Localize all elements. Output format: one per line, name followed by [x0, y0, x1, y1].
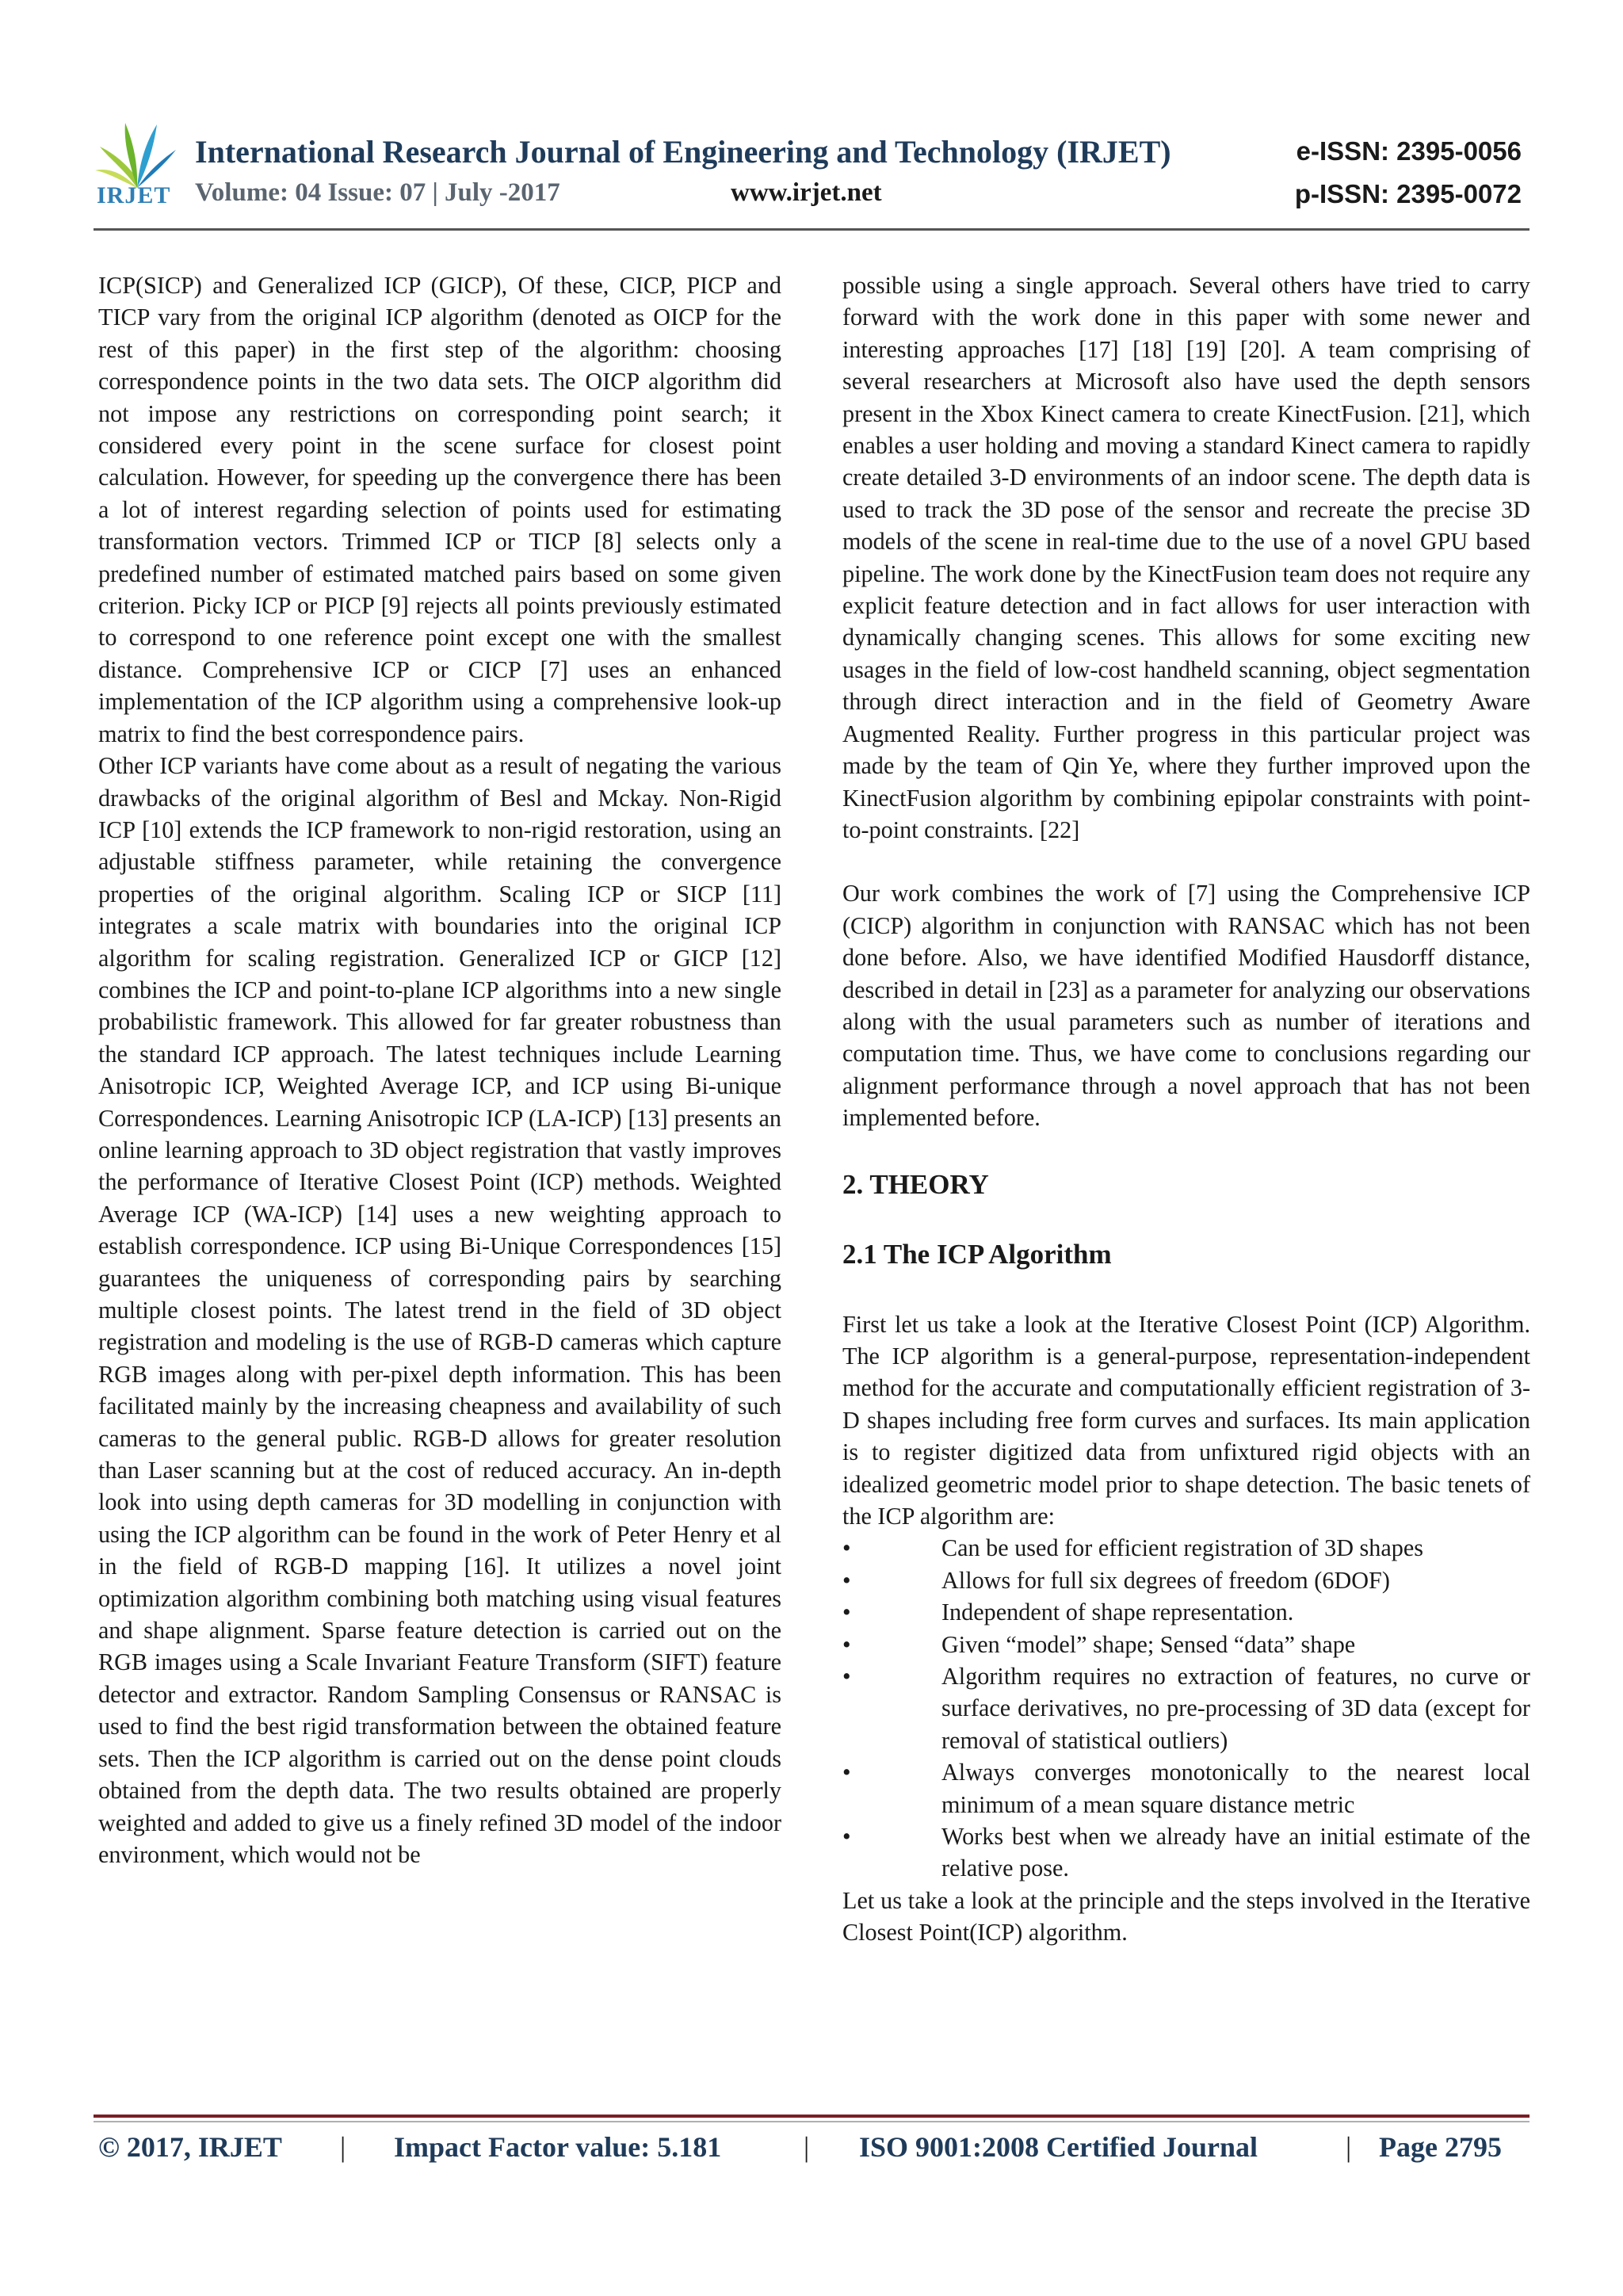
paragraph-spacer: [842, 846, 1530, 877]
footer-iso: ISO 9001:2008 Certified Journal: [859, 2131, 1258, 2163]
bullet-icon: •: [842, 1630, 851, 1658]
list-item: • Can be used for efficient registration of 3D shapes: [842, 1532, 1530, 1564]
list-item: • Always converges monotonically to the nearest local minimum of a mean square distance metric: [842, 1756, 1530, 1820]
footer-impact-factor: Impact Factor value: 5.181: [394, 2131, 722, 2163]
bullet-icon: •: [842, 1759, 851, 1786]
journal-website: www.irjet.net: [731, 178, 882, 207]
footer-divider-thin: [94, 2121, 1529, 2122]
icp-tenets-list: [842, 1532, 1530, 1884]
subsection-heading: 2.1 The ICP Algorithm: [842, 1238, 1112, 1270]
bullet-icon: •: [842, 1823, 851, 1851]
e-issn: e-ISSN: 2395-0056: [1296, 136, 1522, 166]
list-item: • Independent of shape representation.: [842, 1596, 1530, 1628]
logo-text: IRJET: [97, 182, 171, 208]
list-item: • Allows for full six degrees of freedom (6DOF): [842, 1564, 1530, 1596]
p-issn: p-ISSN: 2395-0072: [1294, 179, 1522, 208]
bullet-icon: •: [842, 1599, 851, 1626]
left-column: [98, 269, 781, 1870]
left-paragraph-1: ICP(SICP) and Generalized ICP (GICP), Of these, CICP, PICP and TICP vary from the original ICP algorithm (denoted as OICP for the rest of this paper) in the first step of the algorithm: choosing correspondence points in the two data sets. The OICP algorithm did not impose any restrictions on corresponding point search; it considered every point in the scene surface for closest point calculation. However, for speeding up the convergence there has been a lot of interest regarding selection of points used for estimating transformation vectors. Trimmed ICP or TICP [8] selects only a predefined number of estimated matched pairs based on some given criterion. Picky ICP or PICP [9] rejects all points previously estimated to correspond to one reference point except one with the smallest distance. Comprehensive ICP or CICP [7] uses an enhanced implementation of the ICP algorithm using a comprehensive look-up matrix to find the best correspondence pairs.: [98, 272, 781, 747]
heading-spacer: [842, 1201, 1530, 1239]
footer-copyright: © 2017, IRJET: [98, 2131, 282, 2163]
section-heading: 2. THEORY: [842, 1168, 989, 1200]
bullet-icon: •: [842, 1534, 851, 1562]
footer-page-number: Page 2795: [1379, 2131, 1502, 2163]
volume-issue: Volume: 04 Issue: 07 | July -2017: [195, 178, 560, 207]
right-paragraph-3: First let us take a look at the Iterative Closest Point (ICP) Algorithm. The ICP algorithm is a general-purpose, representation-independent method for the accurate and computationally efficient registration of 3-D shapes including free form curves and surfaces. Its main application is to register digitized data from unfixtured rigid objects with an idealized geometric model prior to shape detection. The basic tenets of the ICP algorithm are:: [842, 1310, 1530, 1530]
list-item: • Given “model” shape; Sensed “data” shape: [842, 1629, 1530, 1660]
footer-divider: [94, 2115, 1529, 2118]
heading-spacer: [842, 1134, 1530, 1169]
list-item: • Works best when we already have an initial estimate of the relative pose.: [842, 1820, 1530, 1885]
journal-title: International Research Journal of Engineering and Technology (IRJET): [195, 134, 1171, 170]
header-divider: [94, 228, 1529, 231]
bullet-icon: •: [842, 1566, 851, 1594]
footer-separator: |: [1346, 2131, 1352, 2163]
left-paragraph-2: Other ICP variants have come about as a result of negating the various drawbacks of the original algorithm of Besl and Mckay. Non-Rigid ICP [10] extends the ICP framework to non-rigid restoration, using an adjustable stiffness parameter, while retaining the convergence properties of the original algorithm. Scaling ICP or SICP [11] integrates a scale matrix with boundaries into the original ICP algorithm for scaling registration. Generalized ICP or GICP [12] combines the ICP and point-to-plane ICP algorithms into a new single probabilistic framework. This allowed for far greater robustness than the standard ICP approach. The latest techniques include Learning Anisotropic ICP, Weighted Average ICP, and ICP using Bi-unique Correspondences. Learning Anisotropic ICP (LA-ICP) [13] presents an online learning approach to 3D object registration that vastly improves the performance of Iterative Closest Point (ICP) methods. Weighted Average ICP (WA-ICP) [14] uses a new weighting approach to establish correspondence. ICP using Bi-Unique Correspondences [15] guarantees the uniqueness of corresponding pairs by searching multiple closest points. The latest trend in the field of 3D object registration and modeling is the use of RGB-D cameras which capture RGB images along with per-pixel depth information. This has been facilitated mainly by the increasing cheapness and availability of such cameras to the general public. RGB-D allows for greater resolution than Laser scanning but at the cost of reduced accuracy. An in-depth look into using depth cameras for 3D modelling in conjunction with using the ICP algorithm can be found in the work of Peter Henry et al in the field of RGB-D mapping [16]. It utilizes a novel joint optimization algorithm combining both matching using visual features and shape alignment. Sparse feature detection is carried out on the RGB images using a Scale Invariant Feature Transform (SIFT) feature detector and extractor. Random Sampling Consensus or RANSAC is used to find the best rigid transformation between the obtained feature sets. Then the ICP algorithm is carried out on the dense point clouds obtained from the depth data. The two results obtained are properly weighted and added to give us a finely refined 3D model of the indoor environment, which would not be: [98, 752, 781, 1868]
right-column: [842, 269, 1530, 1949]
page-header: [0, 0, 1623, 269]
heading-spacer: [842, 1270, 1530, 1308]
bullet-icon: •: [842, 1663, 851, 1690]
list-item: • Algorithm requires no extraction of features, no curve or surface derivatives, no pre-processing of 3D data (except for removal of statistical outliers): [842, 1660, 1530, 1756]
right-paragraph-1: possible using a single approach. Several others have tried to carry forward with the work done in this paper with some newer and interesting approaches [17] [18] [19] [20]. A team comprising of several researchers at Microsoft also have used the depth sensors present in the Xbox Kinect camera to create KinectFusion. [21], which enables a user holding and moving a standard Kinect camera to rapidly create detailed 3-D environments of an indoor scene. The depth data is used to track the 3D pose of the sensor and recreate the precise 3D models of the scene in real-time due to the use of a novel GPU based pipeline. The work done by the KinectFusion team does not require any explicit feature detection and in fact allows for user interaction with dynamically changing scenes. This allows for some exciting new usages in the field of low-cost handheld scanning, object segmentation through direct interaction and in the field of Geometry Aware Augmented Reality. Further progress in this particular project was made by the team of Qin Ye, where they further improved upon the KinectFusion algorithm by combining epipolar constraints with point-to-point constraints. [22]: [842, 272, 1530, 843]
right-paragraph-2: Our work combines the work of [7] using the Comprehensive ICP (CICP) algorithm in conjunction with RANSAC which has not been done before. Also, we have identified Modified Hausdorff distance, described in detail in [23] as a parameter for analyzing our observations along with the usual parameters such as number of iterations and computation time. Thus, we have come to conclusions regarding our alignment performance through a novel approach that has not been implemented before.: [842, 880, 1530, 1132]
footer-separator: |: [804, 2131, 810, 2163]
footer-separator: |: [340, 2131, 346, 2163]
right-paragraph-4: Let us take a look at the principle and the steps involved in the Iterative Closest Point(ICP) algorithm.: [842, 1886, 1530, 1946]
